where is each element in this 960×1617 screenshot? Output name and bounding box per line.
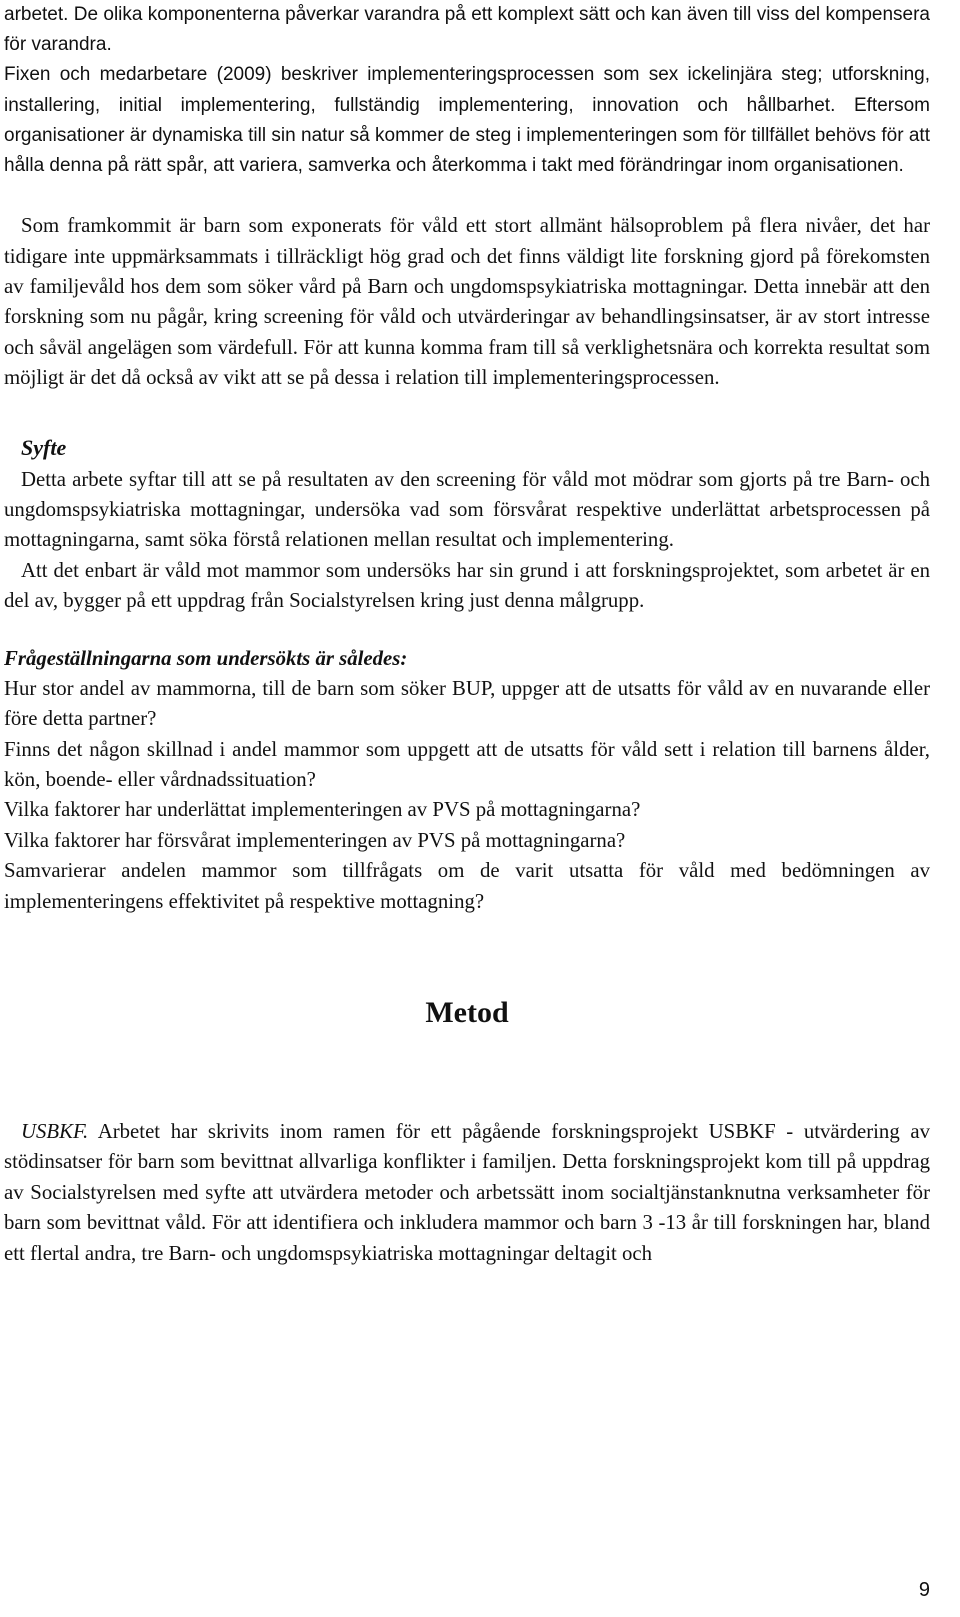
question-item-2: Finns det någon skillnad i andel mammor som uppgett att de utsatts för våld sett i relation till barnens ålder, kön, boende- eller vårdnadssituation? — [4, 737, 930, 791]
document-page — [4, 0, 930, 1269]
questions-list — [4, 674, 930, 917]
page-number: 9 — [918, 1579, 930, 1601]
question-item-3: Vilka faktorer har underlättat implementeringen av PVS på mottagningarna? — [4, 798, 641, 822]
questions-heading: Frågeställningarna som undersökts är således: — [4, 646, 408, 670]
metod-heading: Metod — [425, 995, 509, 1029]
question-item-5: Samvarierar andelen mammor som tillfrågats om de varit utsatta för våld med bedömningen av implementeringens effektivitet på respektive mottagning? — [4, 859, 930, 913]
metod-text: Arbetet har skrivits inom ramen för ett pågående forskningsprojekt USBKF - utvärdering av stödinsatser för barn som bevittnat allvarliga konflikter i familjen. Detta forskningsprojekt kom till på uppdrag av Socialstyrelsen med syfte att utvärdera metoder och arbetssätt inom socialtjänstanknutna verksamheter för barn som bevittnat våld. För att identifiera och inkludera mammor och barn 3 -13 år till forskningen har, bland ett flertal andra, tre Barn- och ungdomspsykiatriska mottagningar deltagit och — [4, 1119, 930, 1265]
background-paragraph: Som framkommit är barn som exponerats för våld ett stort allmänt hälsoproblem på flera nivåer, det har tidigare inte uppmärksammats i tillräckligt hög grad och det finns väldigt lite forskning gjord på förekomsten av familjevåld hos dem som söker vård på Barn och ungdomspsykiatriska mottagningar. Detta innebär att den forskning som nu pågår, kring screening för våld och utvärderingar av behandlingsinsatser, är av stort intresse och såväl angelägen som värdefull. För att kunna komma fram till så verklighetsnära och korrekta resultat som möjligt är det då också av vikt att se på dessa i relation till implementeringsprocessen. — [4, 214, 930, 390]
syfte-heading: Syfte — [21, 434, 67, 460]
fixen-sentence-1: Fixen och medarbetare (2009) beskriver implementeringsprocessen som sex ickelinjära steg; utforskning, installering, initial implementering, fullständig implementering, innovation och hållbarhet. — [4, 64, 930, 116]
question-item-1: Hur stor andel av mammorna, till de barn som söker BUP, uppger att de utsatts för våld av en nuvarande eller före detta partner? — [4, 676, 930, 731]
fixen-sentence-2: Eftersom organisationer är dynamiska till sin natur så kommer de steg i implementeringen som för tillfället behövs för att hålla denna på rätt spår, att variera, samverka och återkomma i takt med förändringar inom organisationen. — [4, 94, 930, 177]
usbkf-runin-heading: USBKF. — [21, 1119, 89, 1143]
intro-continuation-paragraph: arbetet. De olika komponenterna påverkar varandra på ett komplext sätt och kan även till viss del kompensera för varandra. — [4, 4, 930, 56]
syfte-paragraph-1: Detta arbete syftar till att se på resultaten av den screening för våld mot mödrar som gjorts på tre Barn- och ungdomspsykiatriska mottagningar, undersöka vad som försvårat respektive underlättat arbetsprocessen på mottagningarna, samt söka förstå relationen mellan resultat och implementering. — [4, 467, 930, 552]
question-item-4: Vilka faktorer har försvårat implementeringen av PVS på mottagningarna? — [4, 828, 626, 852]
metod-paragraph — [4, 1117, 930, 1269]
syfte-paragraph-2: Att det enbart är våld mot mammor som undersöks har sin grund i att forskningsprojektet, som arbetet är en del av, bygger på ett uppdrag från Socialstyrelsen kring just denna målgrupp. — [4, 558, 930, 613]
fixen-paragraph — [4, 60, 930, 181]
